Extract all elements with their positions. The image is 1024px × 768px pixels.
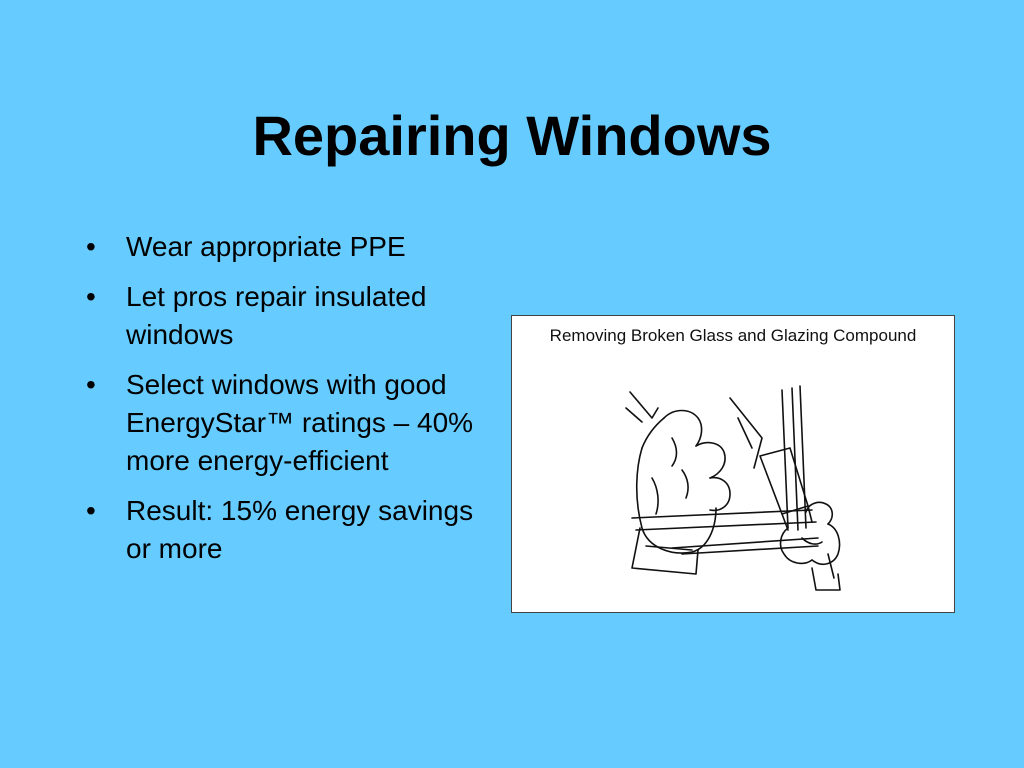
figure-caption: Removing Broken Glass and Glazing Compound xyxy=(549,326,917,345)
bullet-marker: • xyxy=(86,281,96,312)
bullet-item xyxy=(84,492,504,568)
bullet-item xyxy=(84,278,504,354)
bullet-marker: • xyxy=(86,369,96,400)
bullet-marker: • xyxy=(86,495,96,526)
bullet-text: Result: 15% energy savings or more xyxy=(126,495,474,564)
bullet-text: Let pros repair insulated windows xyxy=(126,281,427,350)
bullet-item xyxy=(84,228,504,266)
bullet-text: Wear appropriate PPE xyxy=(126,231,406,262)
bullet-text: Select windows with good EnergyStar™ ratings – 40% more energy-efficient xyxy=(126,369,474,476)
bullet-marker: • xyxy=(86,231,96,262)
figure-panel xyxy=(511,315,955,613)
slide-title: Repairing Windows xyxy=(252,104,772,167)
gloved-hands-removing-glass-illustration xyxy=(612,378,852,604)
bullet-item xyxy=(84,366,504,480)
bullet-list xyxy=(84,228,504,580)
